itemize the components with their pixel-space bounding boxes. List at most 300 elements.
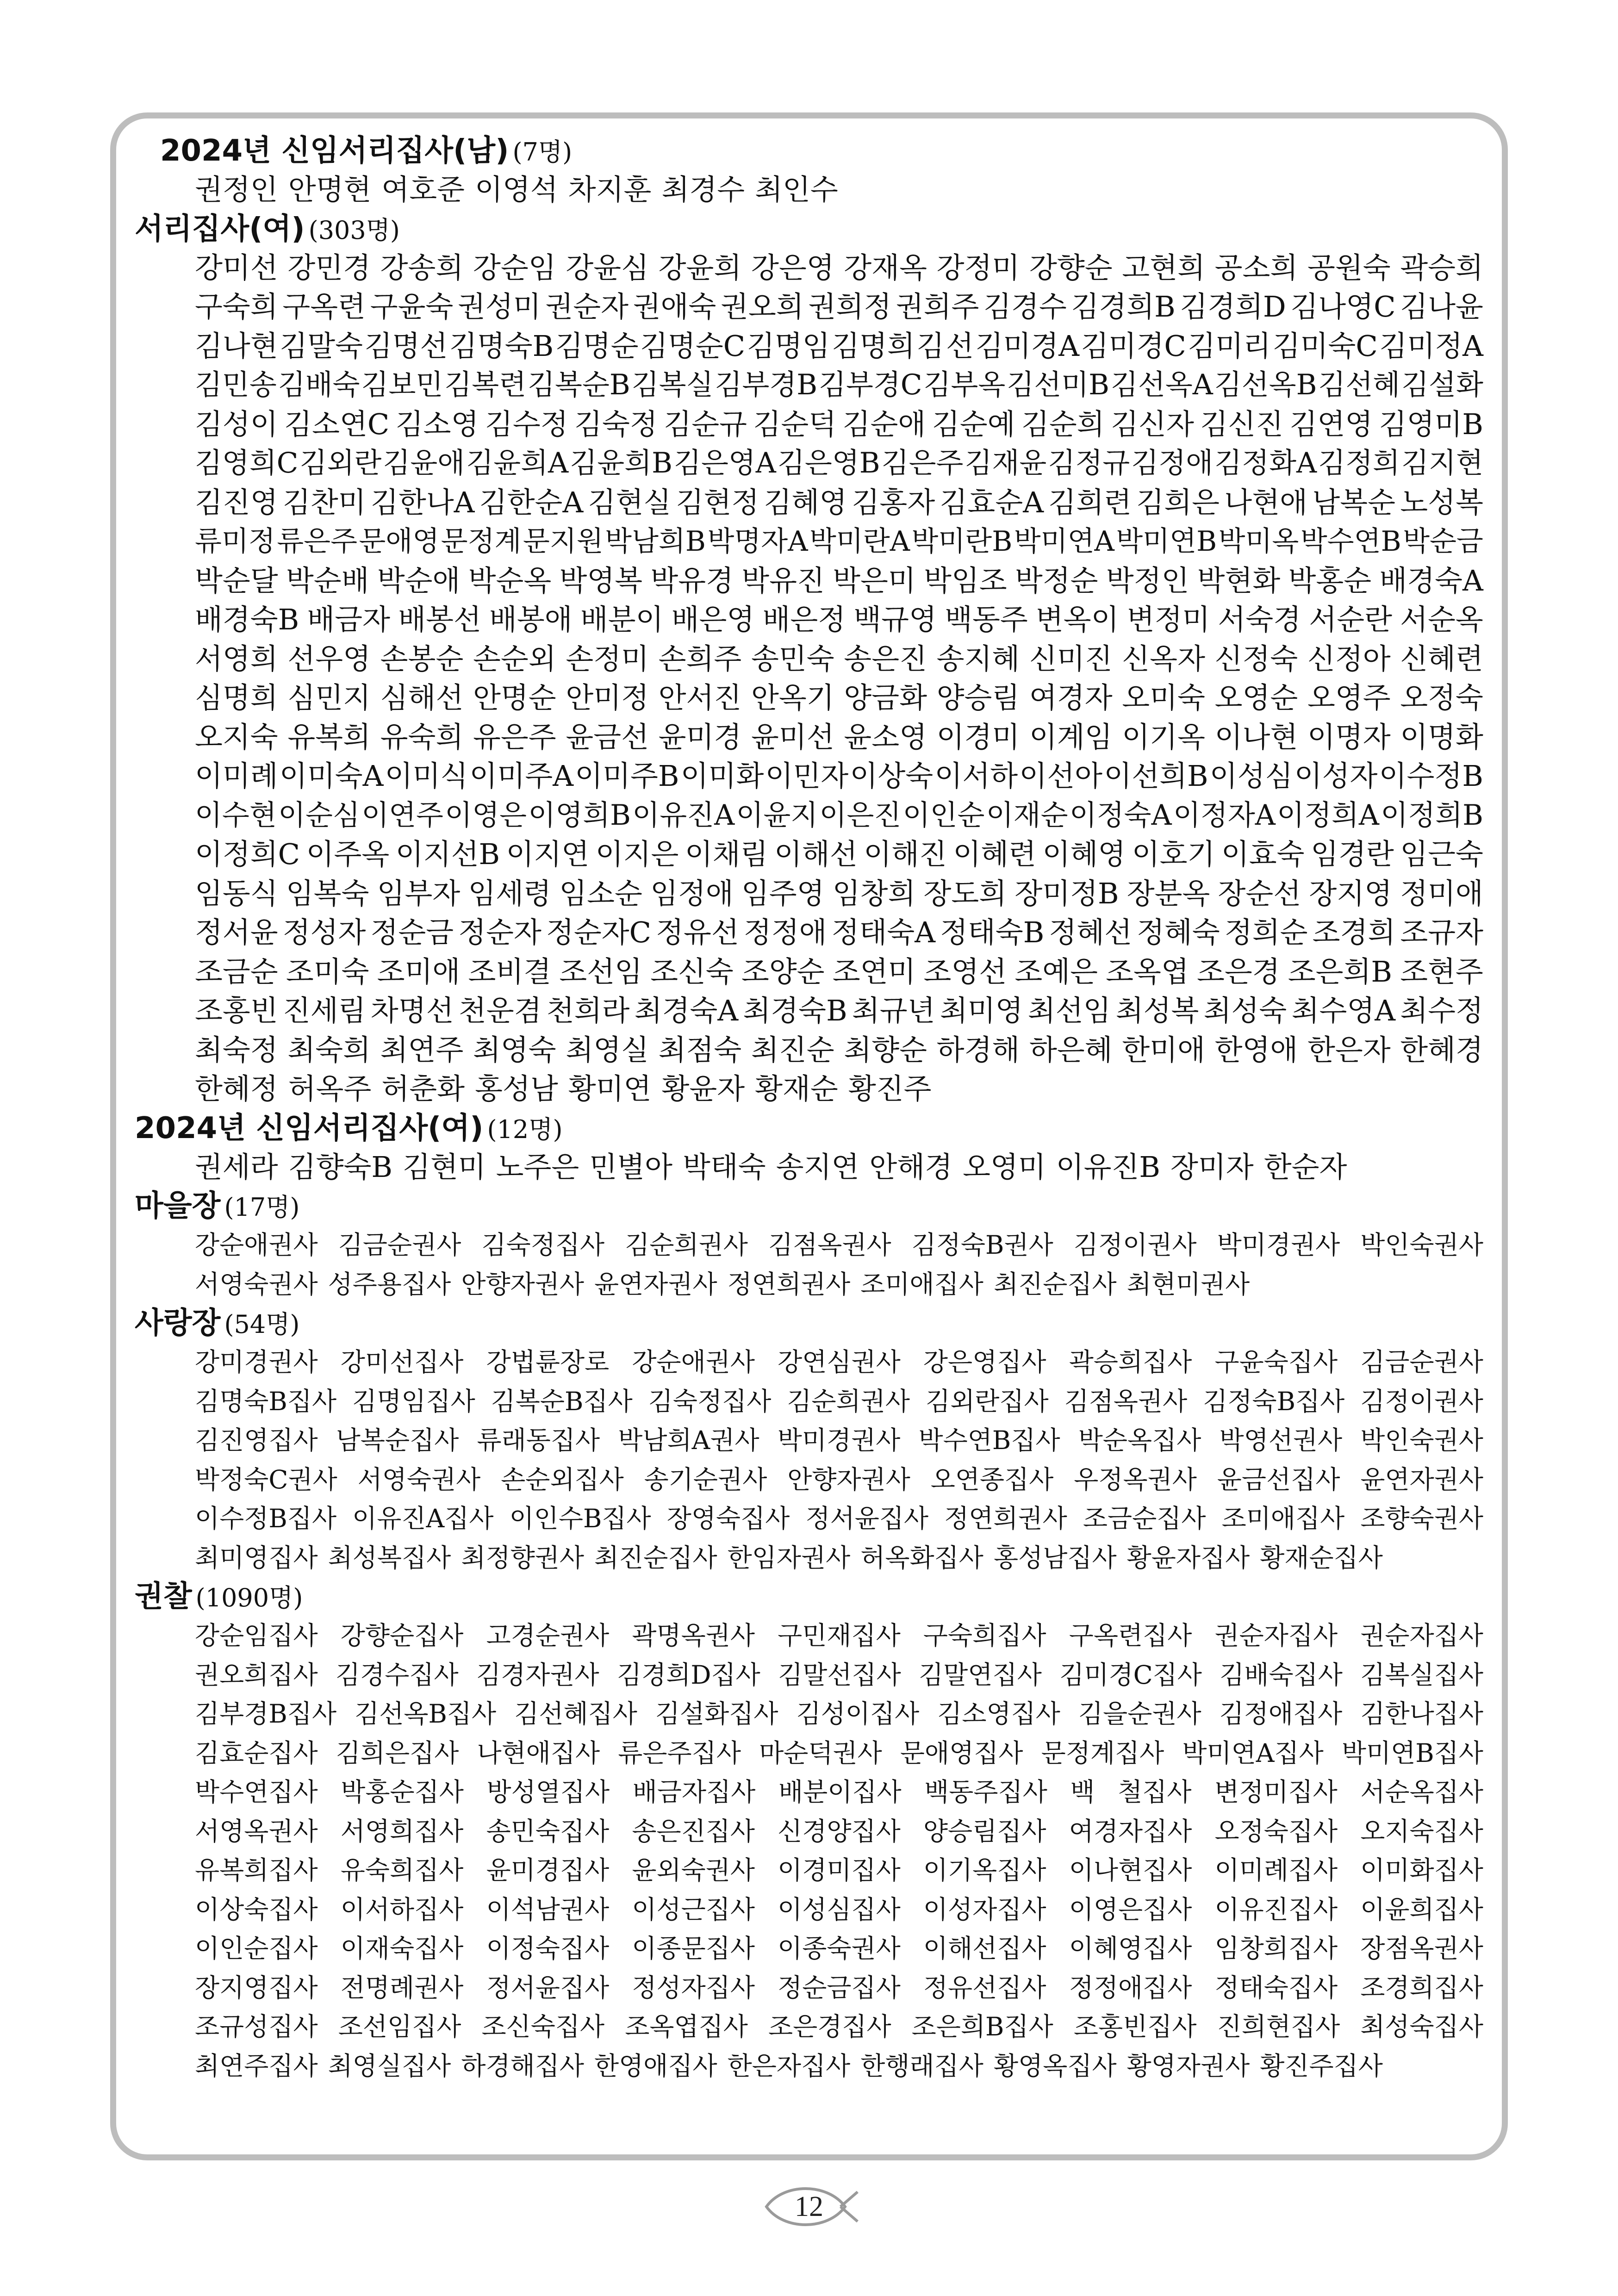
member-name: 김설화 bbox=[1401, 368, 1483, 401]
member-name: 최경수 bbox=[661, 173, 745, 206]
member-name: 최성복집사 bbox=[328, 1543, 451, 1573]
member-name: 이재순 bbox=[986, 798, 1068, 832]
member-name: 최진순집사 bbox=[594, 1543, 717, 1573]
member-name: 조예은 bbox=[1014, 954, 1098, 989]
member-name: 진세림 bbox=[282, 994, 366, 1027]
member-name: 신정숙 bbox=[1214, 641, 1298, 676]
member-name: 민별아 bbox=[589, 1150, 672, 1184]
member-name: 선 bbox=[946, 329, 974, 363]
member-name: 공원숙 bbox=[1307, 250, 1391, 285]
member-name: 방성열집사 bbox=[486, 1777, 610, 1807]
member-name: 임근숙 bbox=[1400, 837, 1483, 871]
name-line bbox=[195, 1890, 1483, 1929]
member-name: 이미화집사 bbox=[1360, 1855, 1483, 1885]
member-name: 송민숙 bbox=[751, 641, 834, 676]
member-name: 장도희 bbox=[923, 876, 1007, 910]
member-name: 이윤지 bbox=[736, 798, 818, 832]
member-name: 김미경C집사 bbox=[1059, 1660, 1202, 1690]
member-name: 정서윤 bbox=[195, 915, 278, 949]
name-block bbox=[135, 1616, 1483, 2085]
member-name: 김정애 bbox=[1131, 447, 1214, 479]
member-name: 김명임 bbox=[747, 329, 830, 363]
member-name: 이나현집사 bbox=[1069, 1855, 1192, 1885]
member-name: 우정옥권사 bbox=[1074, 1464, 1197, 1494]
member-name: 안향자권사 bbox=[461, 1269, 584, 1299]
name-line bbox=[195, 444, 1483, 483]
member-name: 최영실집사 bbox=[328, 2051, 451, 2081]
member-name: 최현미권사 bbox=[1126, 1269, 1250, 1299]
member-name: 이성심 bbox=[1209, 759, 1293, 793]
member-name: 정순자C bbox=[546, 915, 652, 949]
member-name: 이정희C bbox=[195, 837, 300, 871]
member-name: 배봉애 bbox=[489, 603, 573, 636]
member-name: 황영자권사 bbox=[1126, 2051, 1250, 2081]
member-name: 박현화 bbox=[1197, 563, 1281, 597]
member-name: 이미식 bbox=[385, 759, 468, 793]
member-list bbox=[135, 131, 1483, 2085]
member-name: 박수연B집사 bbox=[918, 1425, 1060, 1455]
member-name: 서숙경 bbox=[1218, 603, 1301, 636]
member-name: 임창희집사 bbox=[1214, 1934, 1338, 1963]
member-name: 나현애 bbox=[1224, 485, 1307, 519]
member-name: 하은혜 bbox=[1029, 1033, 1113, 1067]
member-name: 김나윤 bbox=[1400, 290, 1483, 324]
name-line bbox=[195, 1226, 1483, 1265]
member-name: 천희라 bbox=[546, 994, 630, 1027]
member-name: 서순란 bbox=[1309, 603, 1392, 636]
member-name: 김명숙B집사 bbox=[195, 1386, 337, 1416]
name-block bbox=[135, 170, 1483, 210]
name-line bbox=[195, 1460, 1483, 1500]
member-name: 김명임집사 bbox=[352, 1386, 475, 1416]
member-name: 김은주 bbox=[881, 447, 964, 479]
member-name: 강연심권사 bbox=[778, 1347, 901, 1377]
member-name: 김영희C bbox=[195, 447, 299, 479]
member-name: 김숙정집사 bbox=[481, 1230, 605, 1260]
member-name: 임경란 bbox=[1311, 837, 1394, 871]
member-name: 오연종집사 bbox=[930, 1464, 1054, 1494]
member-name: 최규년 bbox=[852, 994, 935, 1027]
member-name: 최선임 bbox=[1027, 994, 1111, 1027]
member-name: 이수정B bbox=[1379, 759, 1483, 793]
member-name: 김말선집사 bbox=[778, 1660, 901, 1690]
member-name: 김연영 bbox=[1289, 407, 1373, 441]
member-name: 심해선 bbox=[380, 681, 464, 715]
member-name: 김부옥 bbox=[923, 368, 1006, 401]
member-name: 조규자 bbox=[1400, 915, 1483, 949]
member-name: 윤외숙권사 bbox=[632, 1855, 755, 1885]
member-name: 김정애집사 bbox=[1219, 1699, 1343, 1729]
section-heading bbox=[135, 1109, 1483, 1148]
member-name: 안명순 bbox=[473, 681, 556, 715]
member-name: 박정인 bbox=[1106, 563, 1189, 597]
member-name: 황진주 bbox=[848, 1072, 932, 1106]
member-name: 이명화 bbox=[1400, 720, 1483, 754]
member-name: 마순덕권사 bbox=[759, 1738, 882, 1768]
member-name: 김순예 bbox=[932, 407, 1015, 441]
name-line bbox=[195, 2047, 1483, 2086]
member-name: 하경해 bbox=[936, 1033, 1020, 1067]
member-name: 박미란B bbox=[911, 525, 1013, 558]
member-name: 박유경 bbox=[650, 563, 734, 597]
name-line bbox=[195, 678, 1483, 718]
member-name: 서영옥권사 bbox=[195, 1816, 318, 1846]
member-name: 서영희집사 bbox=[340, 1816, 464, 1846]
member-name: 조경희 bbox=[1312, 915, 1396, 949]
member-name: 황영옥집사 bbox=[993, 2051, 1117, 2081]
member-name: 조영선 bbox=[923, 954, 1007, 989]
member-name: 신정아 bbox=[1307, 641, 1391, 676]
member-name: 오영순 bbox=[1214, 681, 1298, 715]
member-name: 강순애권사 bbox=[632, 1347, 755, 1377]
member-name: 임세령 bbox=[468, 876, 552, 910]
member-name: 정미애 bbox=[1400, 876, 1483, 910]
member-name: 박홍순 bbox=[1288, 563, 1372, 597]
member-name: 오지숙 bbox=[195, 720, 278, 754]
member-name: 김찬미 bbox=[283, 485, 366, 519]
member-name: 김한순A bbox=[479, 485, 584, 519]
member-name: 이성심집사 bbox=[778, 1894, 901, 1924]
member-name: 배금자 bbox=[307, 603, 391, 636]
name-line bbox=[195, 640, 1483, 679]
member-name: 김배숙집사 bbox=[1220, 1660, 1343, 1690]
member-name: 이정숙A bbox=[1069, 798, 1172, 832]
member-name: 변옥이 bbox=[1035, 603, 1119, 636]
member-name: 이경미 bbox=[936, 720, 1020, 754]
member-name: 이유진B bbox=[1056, 1150, 1160, 1184]
member-name: 이영희B bbox=[528, 798, 631, 832]
member-name: 강미선 bbox=[195, 250, 278, 285]
member-name: 문지원 bbox=[523, 525, 604, 558]
member-name: 조향숙권사 bbox=[1360, 1504, 1483, 1533]
member-name: 이주옥 bbox=[306, 837, 390, 871]
member-name: 김현미 bbox=[402, 1150, 486, 1184]
member-name: 이미화 bbox=[680, 759, 764, 793]
member-name: 정성자 bbox=[282, 915, 366, 949]
member-name: 조선임집사 bbox=[338, 2012, 461, 2041]
section-count: (17명) bbox=[224, 1193, 300, 1222]
name-line bbox=[195, 1382, 1483, 1421]
member-name: 권세라 bbox=[195, 1150, 278, 1184]
member-name: 심민지 bbox=[287, 681, 371, 715]
member-name: 최향순 bbox=[844, 1033, 927, 1067]
member-name: 양승림 bbox=[936, 681, 1020, 715]
member-name: 배은영 bbox=[671, 603, 755, 636]
member-name: 김설화집사 bbox=[655, 1699, 778, 1729]
name-line bbox=[195, 1812, 1483, 1851]
member-name: 서순옥 bbox=[1400, 603, 1483, 636]
member-name: 장영숙집사 bbox=[666, 1504, 790, 1533]
member-name: 장지영 bbox=[1309, 876, 1392, 910]
member-name: 정서윤집사 bbox=[486, 1972, 610, 2003]
member-name: 배은정 bbox=[762, 603, 846, 636]
member-name: 윤소영 bbox=[844, 720, 927, 754]
member-name: 이수정B집사 bbox=[195, 1504, 337, 1533]
section-title: 사랑장 bbox=[135, 1306, 221, 1340]
member-name: 김홍자 bbox=[852, 485, 935, 519]
member-name: 곽승희 bbox=[1400, 250, 1483, 285]
member-name: 이연주 bbox=[361, 798, 443, 832]
member-name: 김순덕 bbox=[753, 407, 837, 441]
member-name: 최성복 bbox=[1115, 994, 1199, 1027]
member-name: 이순심 bbox=[278, 798, 360, 832]
member-name: 손희주 bbox=[658, 641, 742, 676]
member-name: 김현실 bbox=[588, 485, 672, 519]
member-name: 안해경 bbox=[869, 1150, 953, 1184]
member-name: 배금자집사 bbox=[632, 1777, 756, 1807]
member-name: 강윤희 bbox=[658, 250, 742, 285]
member-name: 조은희B집사 bbox=[911, 2012, 1053, 2041]
member-name: 구숙희 bbox=[195, 290, 278, 324]
member-name: 김윤희A bbox=[466, 447, 569, 479]
member-name: 박유진 bbox=[741, 563, 825, 597]
member-name: 남복순집사 bbox=[336, 1425, 459, 1455]
member-name: 김경수집사 bbox=[336, 1660, 459, 1690]
member-name: 정연희권사 bbox=[944, 1504, 1067, 1533]
member-name: 오정숙 bbox=[1400, 681, 1483, 715]
member-name: 최숙희 bbox=[287, 1033, 371, 1067]
member-name: 김경희D집사 bbox=[617, 1660, 760, 1690]
member-name: 최경숙A bbox=[634, 994, 739, 1027]
member-name: 조금순집사 bbox=[1083, 1504, 1206, 1533]
member-name: 조경희집사 bbox=[1360, 1972, 1483, 2003]
member-name: 박순옥 bbox=[468, 563, 552, 597]
member-name: 서영숙권사 bbox=[195, 1269, 318, 1299]
member-name: 김보민 bbox=[361, 368, 443, 401]
member-name: 김정숙B집사 bbox=[1203, 1386, 1345, 1416]
member-name: 이혜련 bbox=[953, 837, 1037, 871]
member-name: 정정애 bbox=[743, 915, 827, 949]
member-name: 장지영집사 bbox=[195, 1972, 318, 2003]
member-name: 양금화 bbox=[844, 681, 927, 715]
member-name: 황윤자 bbox=[661, 1072, 745, 1106]
section-heading bbox=[135, 210, 1483, 249]
member-name: 정유선집사 bbox=[923, 1972, 1046, 2003]
member-name: 이미주B bbox=[575, 759, 679, 793]
name-line bbox=[195, 1031, 1483, 1070]
member-name: 한혜경 bbox=[1400, 1033, 1483, 1067]
member-name: 최진순 bbox=[751, 1033, 834, 1067]
member-name: 김경수 bbox=[983, 290, 1067, 324]
member-name: 박명자A bbox=[707, 525, 808, 558]
page-frame bbox=[110, 112, 1508, 2160]
member-name: 박수연B bbox=[1300, 525, 1401, 558]
member-name: 박임조 bbox=[924, 563, 1007, 597]
member-name: 백동주집사 bbox=[924, 1777, 1047, 1807]
member-name: 배봉선 bbox=[398, 603, 481, 636]
member-name: 김금순권사 bbox=[1360, 1347, 1483, 1377]
member-name: 손순외집사 bbox=[501, 1464, 624, 1494]
member-name: 김외란 bbox=[299, 447, 382, 479]
member-name: 이혜영 bbox=[1042, 837, 1126, 871]
section-count: (12명) bbox=[487, 1114, 563, 1144]
member-name: 김나영C bbox=[1290, 290, 1396, 324]
member-name: 이지연 bbox=[506, 837, 590, 871]
member-name: 차지훈 bbox=[568, 173, 652, 206]
name-line bbox=[195, 796, 1483, 835]
member-name: 이명자 bbox=[1307, 720, 1391, 754]
member-name: 김명순C bbox=[640, 329, 746, 363]
member-name: 윤금선 bbox=[566, 720, 649, 754]
member-name: 박수연집사 bbox=[195, 1777, 318, 1807]
member-name: 강법륜장로 bbox=[486, 1347, 610, 1377]
member-name: 김효순집사 bbox=[195, 1738, 318, 1768]
member-name: 임창희 bbox=[832, 876, 916, 910]
member-name: 김미경C bbox=[1081, 329, 1186, 363]
member-name: 김정희 bbox=[1318, 447, 1400, 479]
member-name: 김희은집사 bbox=[336, 1738, 459, 1768]
member-name: 이성자집사 bbox=[923, 1894, 1046, 1924]
member-name: 이정희A bbox=[1277, 798, 1379, 832]
member-name: 전명례권사 bbox=[340, 1972, 464, 2003]
member-name: 문애영집사 bbox=[900, 1738, 1023, 1768]
member-name: 조규성집사 bbox=[195, 2012, 318, 2041]
name-line bbox=[195, 1734, 1483, 1773]
member-name: 강미경권사 bbox=[195, 1347, 318, 1377]
member-name: 김선혜 bbox=[1318, 368, 1400, 401]
member-name: 김복순B bbox=[528, 368, 630, 401]
member-name: 배분이집사 bbox=[778, 1777, 902, 1807]
member-name: 박정순 bbox=[1014, 563, 1098, 597]
member-name: 박미연A집사 bbox=[1182, 1738, 1324, 1768]
member-name: 조신숙집사 bbox=[481, 2012, 605, 2041]
member-name: 조옥엽 bbox=[1106, 954, 1189, 989]
member-name: 박인숙권사 bbox=[1360, 1425, 1483, 1455]
member-name: 조연미 bbox=[832, 954, 916, 989]
member-name: 김수정 bbox=[485, 407, 568, 441]
member-name: 김선미B bbox=[1007, 368, 1109, 401]
member-name: 박남희A권사 bbox=[618, 1425, 759, 1455]
member-name: 구윤숙 bbox=[370, 290, 454, 324]
member-name: 송민숙집사 bbox=[486, 1816, 610, 1846]
member-name: 김 bbox=[916, 329, 945, 363]
member-name: 김점옥권사 bbox=[1064, 1386, 1188, 1416]
member-name: 최정향권사 bbox=[461, 1543, 584, 1573]
member-name: 홍성남 bbox=[475, 1072, 558, 1106]
member-name: 정서윤집사 bbox=[805, 1504, 929, 1533]
member-name: 송지혜 bbox=[936, 641, 1020, 676]
member-name: 이지은 bbox=[595, 837, 679, 871]
name-line bbox=[195, 287, 1483, 327]
member-name: 김점옥권사 bbox=[768, 1230, 891, 1260]
member-name: 박순배 bbox=[286, 563, 369, 597]
member-name: 정희순 bbox=[1224, 915, 1308, 949]
member-name: 신경양집사 bbox=[778, 1816, 901, 1846]
member-name: 구옥련 bbox=[282, 290, 366, 324]
member-name: 박미옥 bbox=[1218, 525, 1299, 558]
member-name: 강순애권사 bbox=[195, 1230, 318, 1260]
member-name: 이효숙 bbox=[1221, 837, 1305, 871]
member-name: 유은주 bbox=[473, 720, 556, 754]
name-line bbox=[195, 1499, 1483, 1538]
member-name: 강윤심 bbox=[566, 250, 649, 285]
member-name: 백 bbox=[1070, 1777, 1095, 1807]
member-name: 신옥자 bbox=[1122, 641, 1205, 676]
member-name: 김선옥B bbox=[1214, 368, 1317, 401]
member-name: 백규영 bbox=[853, 603, 937, 636]
member-name: 김말숙 bbox=[280, 329, 363, 363]
member-name: 김경희D bbox=[1180, 290, 1286, 324]
member-name: 안옥기 bbox=[751, 681, 834, 715]
member-name: 김한나A bbox=[371, 485, 475, 519]
member-name: 남복순 bbox=[1312, 485, 1395, 519]
member-name: 김효순A bbox=[940, 485, 1044, 519]
member-name: 강송희 bbox=[380, 250, 464, 285]
member-name: 김명선 bbox=[364, 329, 448, 363]
member-name: 이상숙집사 bbox=[195, 1894, 318, 1924]
member-name: 한임자권사 bbox=[727, 1543, 851, 1573]
name-block bbox=[135, 1343, 1483, 1577]
member-name: 여경자집사 bbox=[1069, 1816, 1192, 1846]
member-name: 조현주 bbox=[1400, 954, 1483, 989]
member-name: 박미연B bbox=[1116, 525, 1217, 558]
name-line bbox=[195, 1616, 1483, 1655]
member-name: 조미애집사 bbox=[1221, 1504, 1345, 1533]
member-name: 곽명옥권사 bbox=[632, 1621, 755, 1650]
name-line bbox=[195, 249, 1483, 288]
member-name: 김순희권사 bbox=[625, 1230, 748, 1260]
name-line bbox=[195, 835, 1483, 874]
member-name: 윤미경 bbox=[658, 720, 742, 754]
member-name: 강순임 bbox=[473, 250, 556, 285]
member-name: 장분옥 bbox=[1126, 876, 1210, 910]
name-line bbox=[195, 718, 1483, 757]
member-name: 최인수 bbox=[755, 173, 838, 206]
member-name: 김숙정 bbox=[574, 407, 658, 441]
member-name: 김명희 bbox=[832, 329, 915, 363]
member-name: 김민송 bbox=[195, 368, 277, 401]
member-name: 윤미경집사 bbox=[486, 1855, 610, 1885]
member-name: 백동주 bbox=[945, 603, 1028, 636]
member-name: 천운겸 bbox=[458, 994, 542, 1027]
member-name: 조신숙 bbox=[650, 954, 734, 989]
member-name: 김을순권사 bbox=[1078, 1699, 1201, 1729]
section-title: 2024년 신임서리집사(남) bbox=[160, 134, 509, 168]
member-name: 김선옥A bbox=[1110, 368, 1213, 401]
member-name: 김부경C bbox=[819, 368, 922, 401]
member-name: 변정미 bbox=[1126, 603, 1210, 636]
name-line bbox=[195, 405, 1483, 444]
member-name: 장미정B bbox=[1014, 876, 1119, 910]
member-name: 이해선 bbox=[774, 837, 858, 871]
member-name: 이계임 bbox=[1029, 720, 1113, 754]
member-name: 이정자A bbox=[1173, 798, 1276, 832]
member-name: 노성복 bbox=[1400, 485, 1483, 519]
member-name: 박남희B bbox=[605, 525, 706, 558]
member-name: 구민재집사 bbox=[778, 1621, 901, 1650]
member-name: 이미례집사 bbox=[1214, 1855, 1338, 1885]
member-name: 한은자 bbox=[1307, 1033, 1391, 1067]
name-line bbox=[195, 1968, 1483, 2008]
name-line bbox=[195, 600, 1483, 640]
section-title: 서리집사(여) bbox=[135, 212, 305, 246]
member-name: 김미리 bbox=[1188, 329, 1271, 363]
member-name: 김복순B집사 bbox=[491, 1386, 633, 1416]
member-name: 권희정 bbox=[808, 290, 892, 324]
member-name: 조금순 bbox=[195, 954, 278, 989]
member-name: 김소영집사 bbox=[937, 1699, 1060, 1729]
member-name: 강정미 bbox=[936, 250, 1020, 285]
member-name: 이성자 bbox=[1294, 759, 1378, 793]
section-heading bbox=[135, 1187, 1483, 1226]
member-name: 최성숙집사 bbox=[1360, 2012, 1483, 2041]
name-line bbox=[195, 1148, 1483, 1187]
member-name: 이정희B bbox=[1381, 798, 1483, 832]
name-line bbox=[195, 1070, 1483, 1109]
member-name: 정태숙A bbox=[831, 915, 936, 949]
member-name: 정순금집사 bbox=[778, 1972, 901, 2003]
member-name: 조비결 bbox=[468, 954, 552, 989]
